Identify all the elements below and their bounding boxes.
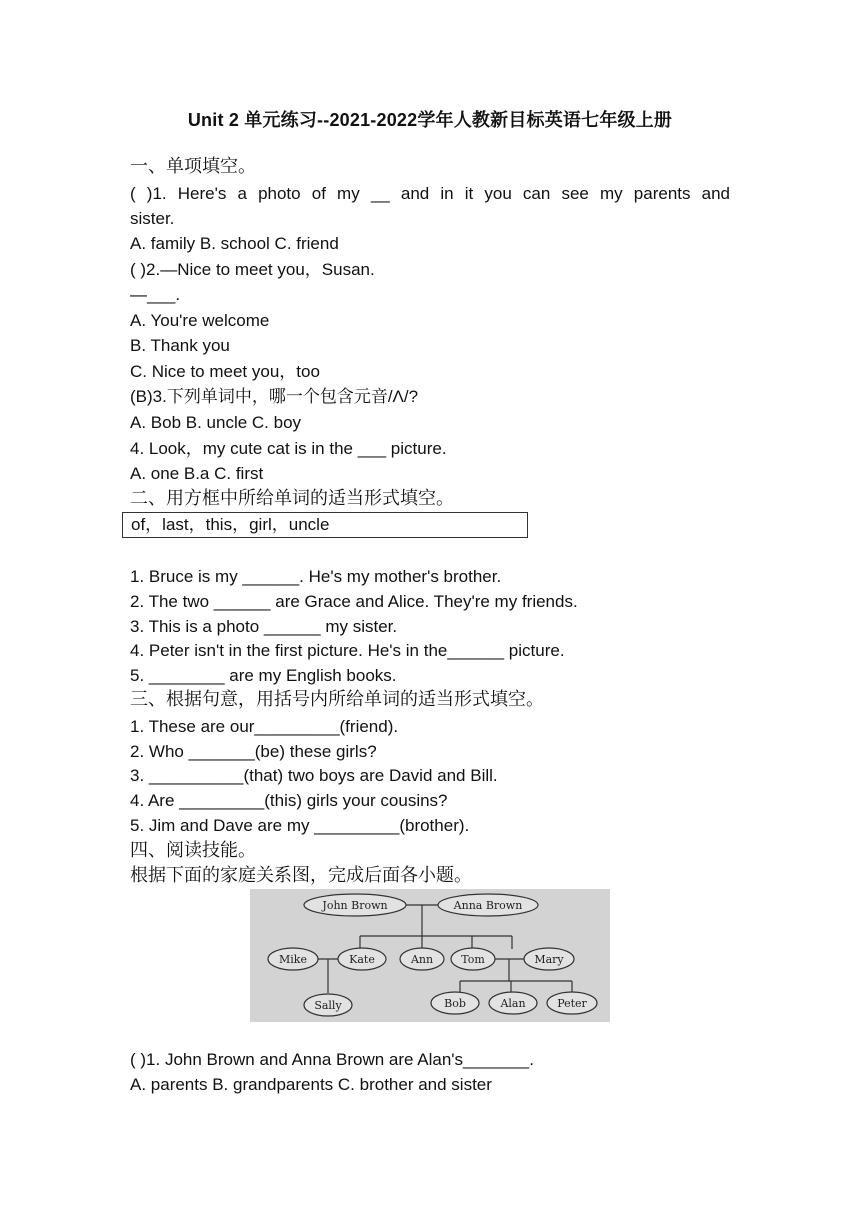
s3-item-5: 5. Jim and Dave are my _________(brother). [130, 816, 470, 835]
label-alan: Alan [500, 997, 526, 1010]
q2-blank: —___. [130, 285, 181, 304]
s2-item-5: 5. ________ are my English books. [130, 666, 397, 685]
s2-item-4: 4. Peter isn't in the first picture. He's in the______ picture. [130, 641, 565, 660]
q3-stem: (B)3.下列单词中，哪一个包含元音/Λ/? [130, 387, 419, 406]
s3-item-2: 2. Who _______(be) these girls? [130, 742, 377, 761]
q1-stem-cont: sister. [130, 209, 175, 228]
section2-heading: 二、用方框中所给单词的适当形式填空。 [130, 488, 454, 509]
q2-stem: ( )2.—Nice to meet you，Susan. [130, 260, 375, 279]
label-kate: Kate [349, 953, 375, 966]
word-box: of，last，this，girl，uncle [122, 512, 528, 538]
label-mike: Mike [279, 953, 307, 966]
s2-item-3: 3. This is a photo ______ my sister. [130, 617, 398, 636]
s3-item-1: 1. These are our_________(friend). [130, 717, 399, 736]
label-anna-brown: Anna Brown [453, 899, 523, 912]
q1-stem: ( )1. Here's a photo of my __ and in it you can see my parents and [130, 184, 730, 203]
s4-q1-stem: ( )1. John Brown and Anna Brown are Alan's_______. [130, 1050, 534, 1069]
q4-options: A. one B.a C. first [130, 464, 264, 483]
family-tree-image [250, 889, 610, 1022]
q2-option-a: A. You're welcome [130, 311, 270, 330]
section4-intro: 根据下面的家庭关系图，完成后面各小题。 [130, 865, 472, 886]
s3-item-3: 3. __________(that) two boys are David and Bill. [130, 766, 498, 785]
label-john-brown: John Brown [322, 899, 388, 912]
page-title: Unit 2 单元练习--2021-2022学年人教新目标英语七年级上册 [187, 110, 673, 130]
label-sally: Sally [314, 999, 342, 1012]
q2-option-c: C. Nice to meet you，too [130, 362, 320, 381]
q3-options: A. Bob B. uncle C. boy [130, 413, 302, 432]
label-bob: Bob [444, 997, 466, 1010]
label-tom: Tom [461, 953, 485, 966]
q1-options: A. family B. school C. friend [130, 234, 339, 253]
label-peter: Peter [557, 997, 587, 1010]
s2-item-2: 2. The two ______ are Grace and Alice. They're my friends. [130, 592, 578, 611]
label-ann: Ann [410, 953, 434, 966]
s3-item-4: 4. Are _________(this) girls your cousins? [130, 791, 448, 810]
q2-option-b: B. Thank you [130, 336, 230, 355]
s2-item-1: 1. Bruce is my ______. He's my mother's brother. [130, 567, 502, 586]
label-mary: Mary [534, 953, 564, 966]
section1-heading: 一、单项填空。 [130, 156, 256, 177]
section3-heading: 三、根据句意，用括号内所给单词的适当形式填空。 [130, 689, 544, 710]
s4-q1-options: A. parents B. grandparents C. brother and sister [130, 1075, 492, 1094]
section4-heading: 四、阅读技能。 [130, 840, 256, 861]
q4-stem: 4. Look，my cute cat is in the ___ picture. [130, 439, 447, 458]
